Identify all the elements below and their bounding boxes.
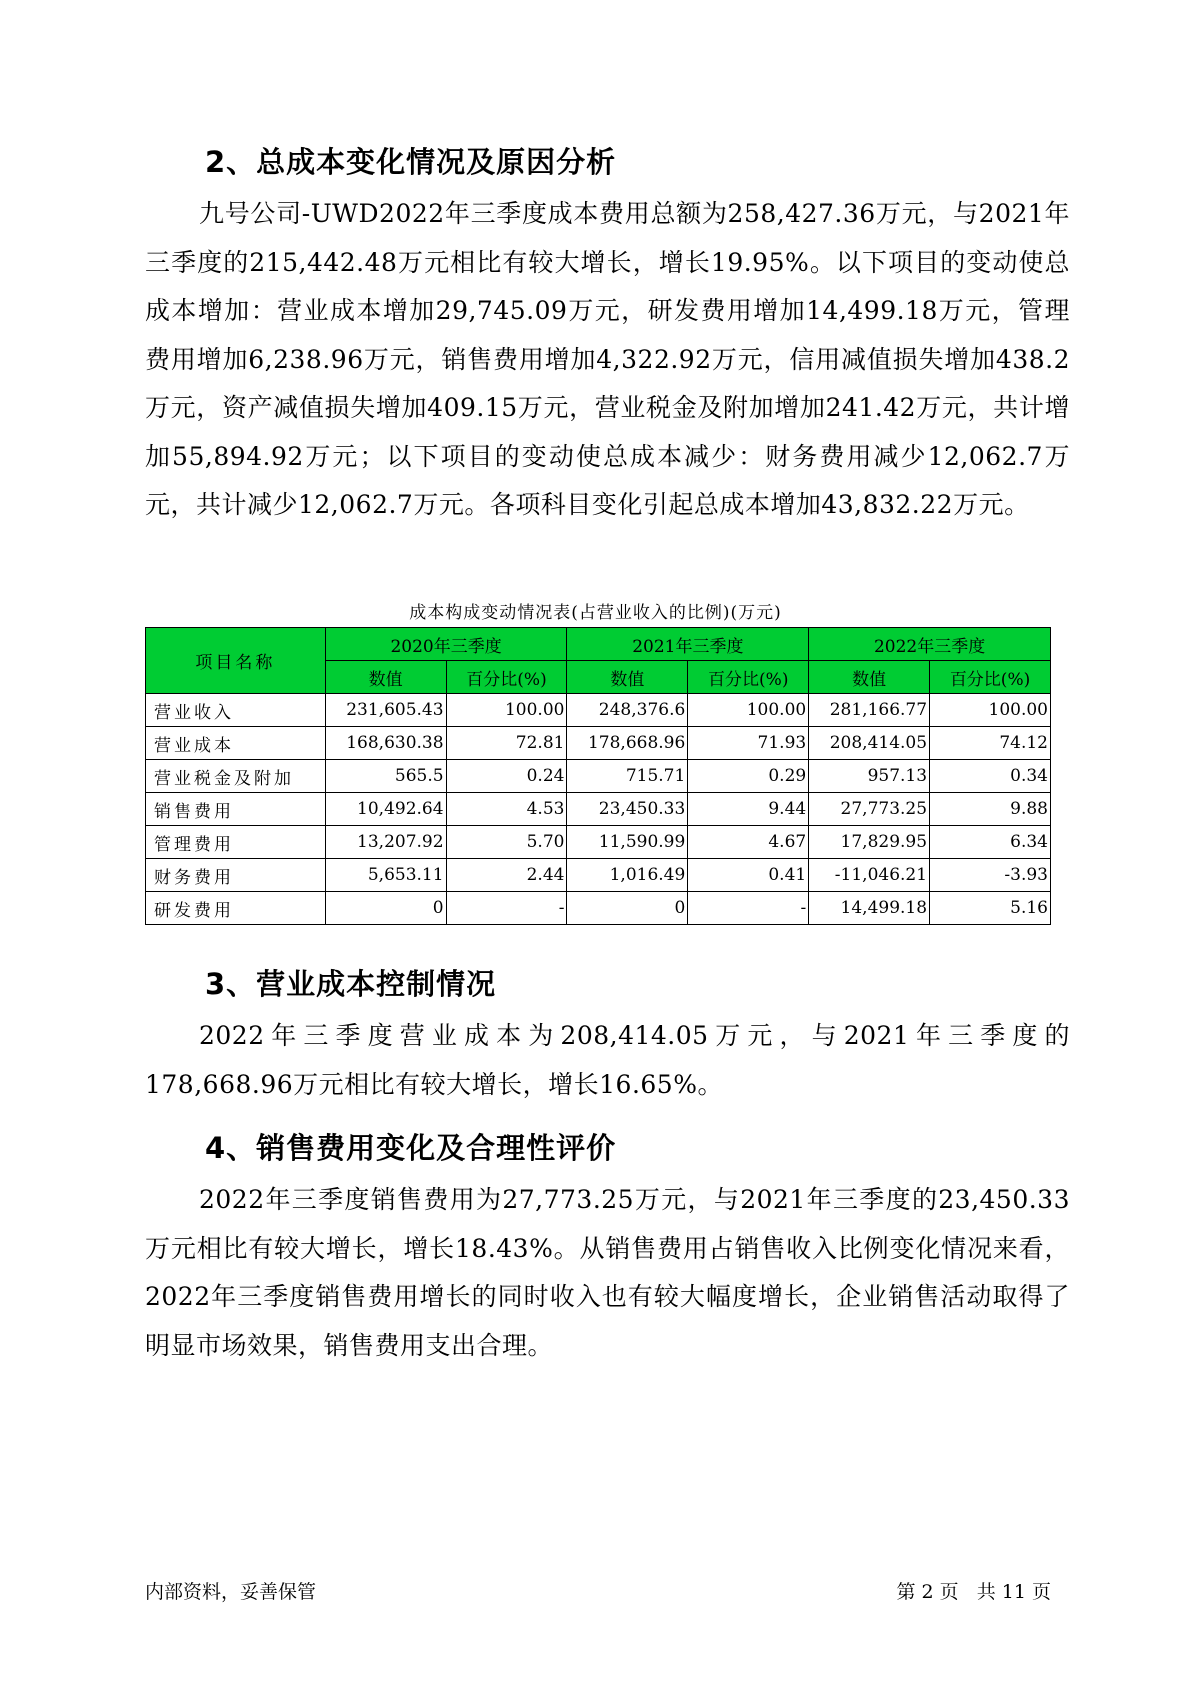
cell-percent: 74.12: [930, 727, 1051, 760]
header-percent: 百分比(%): [446, 661, 567, 694]
table-row: [146, 892, 1051, 925]
header-percent: 百分比(%): [930, 661, 1051, 694]
cell-percent: 72.81: [446, 727, 567, 760]
row-name: 研发费用: [146, 892, 326, 925]
footer-page-number: 第 2 页 共 11 页: [896, 1581, 1051, 1603]
cell-percent: 5.16: [930, 892, 1051, 925]
cell-value: 248,376.6: [567, 694, 688, 727]
row-name: 销售费用: [146, 793, 326, 826]
cell-percent: 9.44: [688, 793, 809, 826]
cell-percent: 4.67: [688, 826, 809, 859]
header-period-2021: 2021年三季度: [567, 628, 809, 661]
table-row: [146, 793, 1051, 826]
cell-value: 23,450.33: [567, 793, 688, 826]
cell-percent: -: [446, 892, 567, 925]
cell-value: 715.71: [567, 760, 688, 793]
footer-confidential-note: 内部资料，妥善保管: [145, 1581, 317, 1603]
table-row: [146, 760, 1051, 793]
section-heading-operating-cost: 3、营业成本控制情况: [205, 967, 497, 1001]
cell-value: 14,499.18: [809, 892, 930, 925]
cell-value: 13,207.92: [325, 826, 446, 859]
cell-value: 5,653.11: [325, 859, 446, 892]
header-item-name: 项目名称: [146, 628, 326, 694]
cell-percent: 4.53: [446, 793, 567, 826]
header-period-2020: 2020年三季度: [325, 628, 567, 661]
table-row: [146, 727, 1051, 760]
cell-value: 27,773.25: [809, 793, 930, 826]
cell-percent: 71.93: [688, 727, 809, 760]
row-name: 营业收入: [146, 694, 326, 727]
cell-percent: 5.70: [446, 826, 567, 859]
cell-value: 10,492.64: [325, 793, 446, 826]
cell-percent: 9.88: [930, 793, 1051, 826]
header-percent: 百分比(%): [688, 661, 809, 694]
cell-percent: 0.29: [688, 760, 809, 793]
row-name: 营业成本: [146, 727, 326, 760]
header-period-2022: 2022年三季度: [809, 628, 1051, 661]
table-row: [146, 694, 1051, 727]
cell-value: 281,166.77: [809, 694, 930, 727]
cell-percent: -: [688, 892, 809, 925]
cell-value: 17,829.95: [809, 826, 930, 859]
cell-percent: 100.00: [688, 694, 809, 727]
header-value: 数值: [567, 661, 688, 694]
row-name: 财务费用: [146, 859, 326, 892]
cell-value: 0: [567, 892, 688, 925]
section-heading-selling-expense: 4、销售费用变化及合理性评价: [205, 1131, 617, 1165]
cell-value: 0: [325, 892, 446, 925]
table-row: [146, 859, 1051, 892]
header-value: 数值: [809, 661, 930, 694]
cell-percent: 2.44: [446, 859, 567, 892]
cell-value: 178,668.96: [567, 727, 688, 760]
section-heading-total-cost: 2、总成本变化情况及原因分析: [205, 145, 617, 179]
table-row: [146, 826, 1051, 859]
paragraph-selling-expense: 2022年三季度销售费用为27,773.25万元，与2021年三季度的23,450.33万元相比有较大增长，增长18.43%。从销售费用占销售收入比例变化情况来看，2022年三季度销售费用增长的同时收入也有较大幅度增长，企业销售活动取得了明显市场效果，销售费用支出合理。: [145, 1185, 1070, 1360]
cell-value: 957.13: [809, 760, 930, 793]
cell-value: 1,016.49: [567, 859, 688, 892]
cell-percent: 0.24: [446, 760, 567, 793]
cell-value: 168,630.38: [325, 727, 446, 760]
cell-percent: 0.41: [688, 859, 809, 892]
cell-value: -11,046.21: [809, 859, 930, 892]
cell-percent: -3.93: [930, 859, 1051, 892]
cost-structure-table: [145, 627, 1051, 925]
cell-percent: 0.34: [930, 760, 1051, 793]
paragraph-total-cost: 九号公司-UWD2022年三季度成本费用总额为258,427.36万元，与2021年三季度的215,442.48万元相比有较大增长，增长19.95%。以下项目的变动使总成本增加：营业成本增加29,745.09万元，研发费用增加14,499.18万元，管理费用增加6,238.96万元，销售费用增加4,322.92万元，信用减值损失增加438.2万元，资产减值损失增加409.15万元，营业税金及附加增加241.42万元，共计增加55,894.92万元；以下项目的变动使总成本减少：财务费用减少12,062.7万元，共计减少12,062.7万元。各项科目变化引起总成本增加43,832.22万元。: [145, 199, 1070, 519]
paragraph-operating-cost: 2022年三季度营业成本为208,414.05万元，与2021年三季度的178,668.96万元相比有较大增长，增长16.65%。: [145, 1021, 1070, 1099]
cell-value: 11,590.99: [567, 826, 688, 859]
header-value: 数值: [325, 661, 446, 694]
row-name: 营业税金及附加: [146, 760, 326, 793]
cell-value: 565.5: [325, 760, 446, 793]
table-caption: 成本构成变动情况表(占营业收入的比例)(万元): [409, 603, 782, 623]
table-header-row: [146, 628, 1051, 661]
cell-percent: 6.34: [930, 826, 1051, 859]
cell-percent: 100.00: [446, 694, 567, 727]
cell-value: 231,605.43: [325, 694, 446, 727]
cell-value: 208,414.05: [809, 727, 930, 760]
cell-percent: 100.00: [930, 694, 1051, 727]
row-name: 管理费用: [146, 826, 326, 859]
